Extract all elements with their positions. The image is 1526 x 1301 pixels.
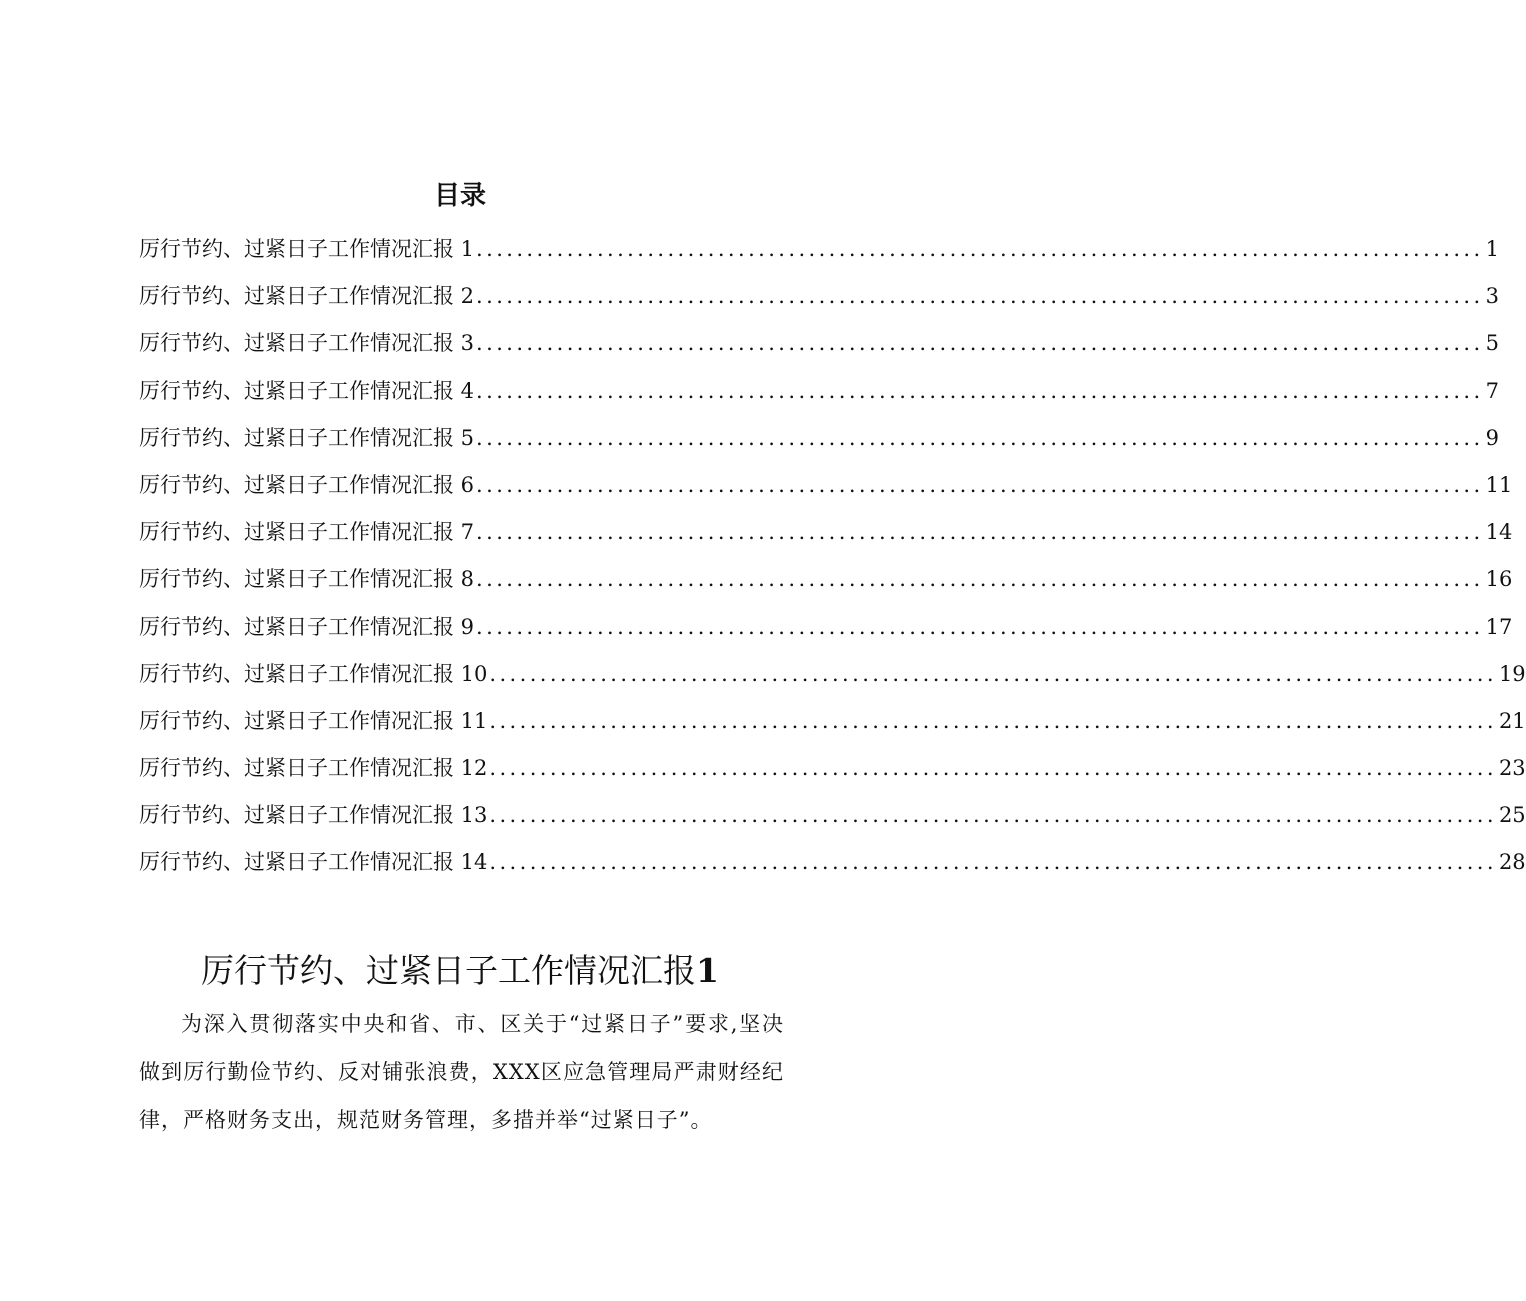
toc-entry-page: 28: [1498, 850, 1526, 875]
toc-entry-page: 3: [1485, 284, 1499, 309]
toc-entry-title: 厉行节约、过紧日子工作情况汇报 11: [139, 708, 488, 733]
toc-entry-page: 11: [1485, 472, 1513, 497]
toc-entry[interactable]: [139, 651, 1526, 698]
toc-entry[interactable]: [139, 698, 1526, 745]
toc-dot-leader: ....................................................................................................: [489, 756, 1497, 781]
section-heading-text: 厉行节约、过紧日子工作情况汇报: [201, 951, 697, 991]
toc-entry-title: 厉行节约、过紧日子工作情况汇报 14: [139, 850, 488, 875]
toc-dot-leader: ....................................................................................................: [489, 708, 1497, 733]
toc-entry-page: 16: [1485, 567, 1513, 592]
toc-dot-leader: ....................................................................................................: [489, 803, 1497, 828]
toc-entry[interactable]: [139, 368, 1499, 415]
toc-entry[interactable]: [139, 556, 1513, 603]
toc-entry[interactable]: [139, 509, 1513, 556]
toc-entry-page: 1: [1485, 237, 1499, 261]
toc-dot-leader: ....................................................................................................: [476, 472, 1484, 497]
toc-entry-title: 厉行节约、过紧日子工作情况汇报 3: [139, 331, 475, 356]
toc-entry[interactable]: [139, 320, 1499, 367]
section-heading-number: 1: [696, 951, 719, 991]
toc-entry-title: 厉行节约、过紧日子工作情况汇报 10: [139, 661, 488, 686]
toc-entry-page: 7: [1485, 378, 1499, 403]
body-paragraph: 为深入贯彻落实中央和省、市、区关于“过紧日子”要求,坚决做到厉行勤俭节约、反对铺张浪费，XXX区应急管理局严肃财经纪律，严格财务支出，规范财务管理，多措并举“过紧日子”。: [139, 1012, 784, 1132]
toc-entry[interactable]: [139, 839, 1526, 886]
toc-entry-page: 21: [1498, 708, 1526, 733]
toc-dot-leader: ....................................................................................................: [476, 520, 1484, 545]
toc-entry-page: 5: [1485, 331, 1499, 356]
toc-dot-leader: ....................................................................................................: [476, 614, 1484, 639]
toc-entry-page: 14: [1485, 520, 1513, 545]
toc-dot-leader: ....................................................................................................: [476, 331, 1484, 356]
toc-dot-leader: ....................................................................................................: [476, 237, 1484, 261]
toc-entry-title: 厉行节约、过紧日子工作情况汇报 4: [139, 378, 475, 403]
toc-entry-page: 25: [1498, 803, 1526, 828]
toc-entry-title: 厉行节约、过紧日子工作情况汇报 6: [139, 472, 475, 497]
toc-entry-title: 厉行节约、过紧日子工作情况汇报 8: [139, 567, 475, 592]
toc-dot-leader: ....................................................................................................: [476, 567, 1484, 592]
toc-entry[interactable]: [139, 604, 1513, 651]
toc-entry-page: 9: [1485, 425, 1499, 450]
toc-title: 目录: [433, 181, 486, 211]
toc-entry-page: 17: [1485, 614, 1513, 639]
toc-dot-leader: ....................................................................................................: [489, 850, 1497, 875]
section-heading: [0, 944, 920, 998]
toc-entry[interactable]: [139, 273, 1499, 320]
toc-entry-title: 厉行节约、过紧日子工作情况汇报 13: [139, 803, 488, 828]
toc-entry[interactable]: [139, 415, 1499, 462]
toc-entry[interactable]: [139, 792, 1526, 839]
toc-entry-title: 厉行节约、过紧日子工作情况汇报 2: [139, 284, 475, 309]
toc-entry-title: 厉行节约、过紧日子工作情况汇报 12: [139, 756, 488, 781]
toc-dot-leader: ....................................................................................................: [489, 661, 1497, 686]
toc-entry-title: 厉行节约、过紧日子工作情况汇报 1: [139, 237, 475, 261]
toc-entry[interactable]: [139, 226, 1499, 273]
toc-dot-leader: ....................................................................................................: [476, 378, 1484, 403]
table-of-contents: [139, 226, 1526, 887]
toc-entry-title: 厉行节约、过紧日子工作情况汇报 5: [139, 425, 475, 450]
toc-entry[interactable]: [139, 462, 1513, 509]
toc-entry-title: 厉行节约、过紧日子工作情况汇报 7: [139, 520, 475, 545]
toc-entry-page: 19: [1498, 661, 1526, 686]
toc-dot-leader: ....................................................................................................: [476, 284, 1484, 309]
toc-entry[interactable]: [139, 745, 1526, 792]
toc-entry-page: 23: [1498, 756, 1526, 781]
toc-entry-title: 厉行节约、过紧日子工作情况汇报 9: [139, 614, 475, 639]
toc-dot-leader: ....................................................................................................: [476, 425, 1484, 450]
